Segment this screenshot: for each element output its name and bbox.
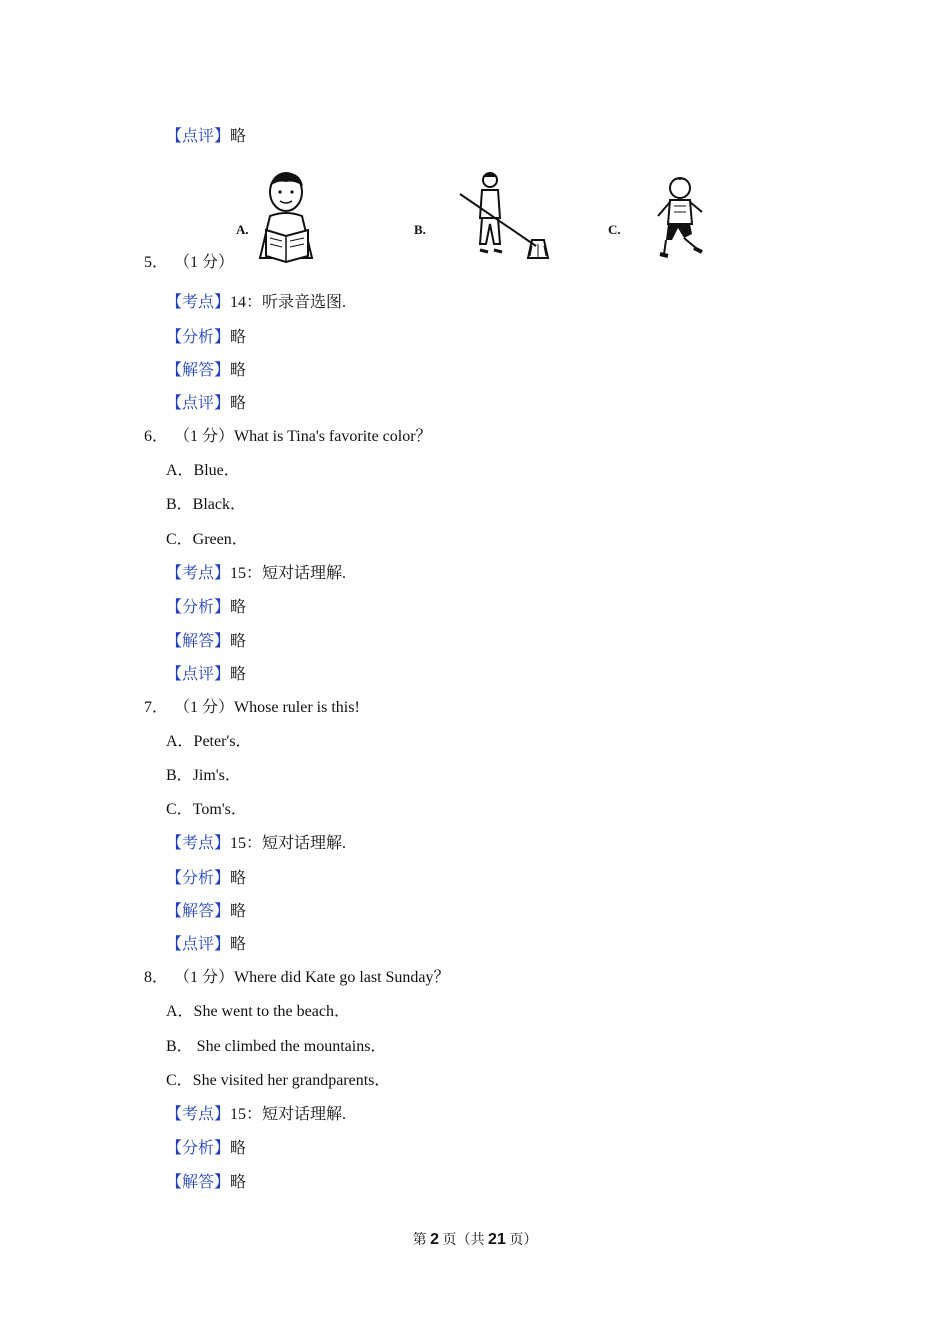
analysis-text: 略 (230, 362, 247, 379)
question-points: （1 分） (174, 699, 235, 716)
analysis-analysis (166, 328, 246, 348)
analysis-text: 略 (230, 633, 247, 650)
page-total: 21 (488, 1231, 506, 1248)
analysis-tag: 【解答】 (166, 362, 231, 379)
question-6 (144, 427, 432, 447)
analysis-analysis (166, 1139, 246, 1159)
option-c-letter: C. (608, 222, 621, 237)
analysis-knowledge (166, 834, 346, 854)
analysis-tag: 【点评】 (166, 395, 231, 412)
analysis-knowledge (166, 293, 346, 313)
question-points: （1 分） (174, 428, 235, 445)
analysis-text: 略 (230, 936, 247, 953)
analysis-tag: 【解答】 (166, 1174, 231, 1191)
question-8 (144, 968, 450, 988)
analysis-tag: 【分析】 (166, 329, 231, 346)
footer-middle: 页（共 (439, 1233, 489, 1248)
page-number: 2 (430, 1231, 440, 1248)
analysis-tag: 【点评】 (166, 936, 231, 953)
analysis-answer (166, 632, 246, 652)
analysis-text: 略 (230, 903, 247, 920)
question-number: 7． (144, 699, 169, 716)
question-number: 8． (144, 969, 169, 986)
analysis-tag: 【分析】 (166, 599, 231, 616)
option-c: C．Tom's． (166, 801, 247, 818)
analysis-comment (166, 394, 246, 414)
option-b: B． She climbed the mountains． (166, 1038, 387, 1055)
footer-suffix: 页） (505, 1233, 538, 1248)
analysis-text: 15：短对话理解. (230, 835, 347, 852)
question-points: （1 分） (174, 969, 235, 986)
analysis-analysis (166, 869, 246, 889)
q5-picture-options (232, 168, 712, 264)
analysis-tag: 【分析】 (166, 1140, 231, 1157)
analysis-tag: 【考点】 (166, 835, 231, 852)
analysis-text: 略 (230, 395, 247, 412)
question-7 (144, 698, 360, 718)
analysis-tag: 【点评】 (166, 128, 231, 145)
analysis-text: 略 (230, 329, 247, 346)
option-a: A．She went to the beach． (166, 1003, 350, 1020)
question-text: What is Tina's favorite color？ (234, 428, 432, 445)
analysis-tag: 【考点】 (166, 565, 231, 582)
page-footer (0, 1229, 950, 1249)
question-number: 5． (144, 254, 169, 271)
analysis-text: 略 (230, 1174, 247, 1191)
option-a-letter: A. (236, 222, 249, 237)
analysis-answer (166, 1173, 246, 1193)
analysis-analysis (166, 598, 246, 618)
analysis-text: 略 (230, 128, 247, 145)
option-b-letter: B. (414, 222, 426, 237)
question-text: Where did Kate go last Sunday？ (234, 969, 450, 986)
option-a: A．Peter's． (166, 733, 252, 750)
option-a: A．Blue． (166, 462, 240, 479)
analysis-text: 略 (230, 599, 247, 616)
analysis-text: 15：短对话理解. (230, 1106, 347, 1123)
option-c: C．Green． (166, 531, 248, 548)
boy-mopping-icon (458, 168, 550, 264)
analysis-tag: 【点评】 (166, 666, 231, 683)
analysis-tag: 【考点】 (166, 1106, 231, 1123)
analysis-knowledge (166, 1105, 346, 1125)
analysis-comment (166, 127, 246, 147)
analysis-text: 15：短对话理解. (230, 565, 347, 582)
analysis-text: 略 (230, 1140, 247, 1157)
question-number: 6． (144, 428, 169, 445)
analysis-text: 略 (230, 666, 247, 683)
analysis-tag: 【解答】 (166, 633, 231, 650)
analysis-comment (166, 935, 246, 955)
boy-reading-icon (250, 168, 322, 264)
question-5 (144, 253, 234, 273)
option-b: B．Black． (166, 496, 246, 513)
analysis-answer (166, 902, 246, 922)
analysis-tag: 【解答】 (166, 903, 231, 920)
analysis-tag: 【分析】 (166, 870, 231, 887)
analysis-text: 略 (230, 870, 247, 887)
option-c: C．She visited her grandparents． (166, 1072, 391, 1089)
question-points: （1 分） (174, 254, 235, 271)
analysis-knowledge (166, 564, 346, 584)
analysis-answer (166, 361, 246, 381)
analysis-text: 14：听录音选图. (230, 294, 347, 311)
analysis-tag: 【考点】 (166, 294, 231, 311)
analysis-comment (166, 665, 246, 685)
option-b: B．Jim's． (166, 767, 241, 784)
footer-prefix: 第 (412, 1233, 431, 1248)
question-text: Whose ruler is this! (234, 699, 360, 716)
boy-running-icon (650, 168, 710, 264)
